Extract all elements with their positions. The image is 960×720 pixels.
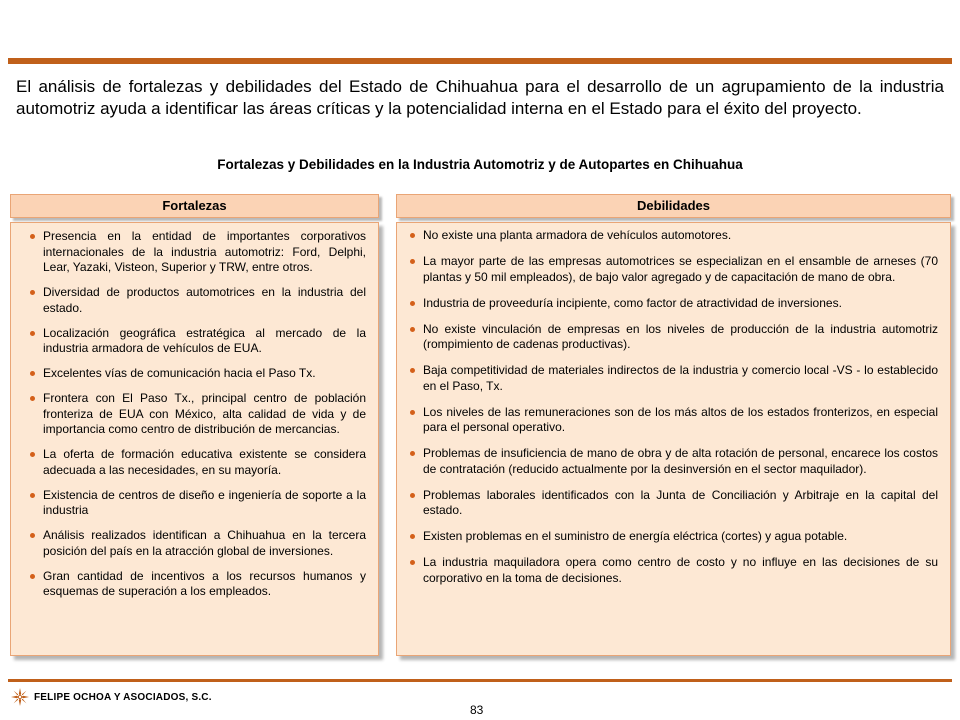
bullet-icon: [410, 327, 415, 332]
fortalezas-item: [29, 447, 366, 478]
intro-paragraph: El análisis de fortalezas y debilidades del Estado de Chihuahua para el desarrollo de un agrupamiento de la industria automotriz ayuda a identificar las áreas críticas y la potencialidad interna en el Estado para el éxito del proyecto.: [16, 77, 944, 118]
fortalezas-item: [29, 528, 366, 559]
fortalezas-item-text: Presencia en la entidad de importantes corporativos internacionales de la industria automotriz: Ford, Delphi, Lear, Yazaki, Visteon, Superior y TRW, entre otros.: [43, 229, 366, 274]
bullet-icon: [410, 410, 415, 415]
fortalezas-item: [29, 488, 366, 519]
bullet-icon: [410, 451, 415, 456]
debilidades-item: [409, 405, 938, 436]
debilidades-item: [409, 296, 938, 312]
debilidades-item: [409, 228, 938, 244]
bullet-icon: [30, 234, 35, 239]
debilidades-item: [409, 363, 938, 394]
debilidades-panel: [396, 222, 951, 656]
bullet-icon: [30, 533, 35, 538]
debilidades-list: [397, 223, 950, 586]
debilidades-item-text: La mayor parte de las empresas automotrices se especializan en el ensamble de arneses (70 plantas y 50 mil empleados), de bajo valor agregado y de capacitación de mano de obra.: [423, 254, 938, 284]
bullet-icon: [30, 396, 35, 401]
fortalezas-item-text: Análisis realizados identifican a Chihuahua en la tercera posición del país en la atracción global de inversiones.: [43, 528, 366, 558]
debilidades-item-text: Baja competitividad de materiales indirectos de la industria y comercio local -VS - lo establecido en el Paso, Tx.: [423, 363, 938, 393]
debilidades-item-text: Industria de proveeduría incipiente, como factor de atractividad de inversiones.: [423, 295, 842, 310]
fortalezas-item-text: Localización geográfica estratégica al mercado de la industria armadora de vehículos de EUA.: [43, 325, 366, 355]
debilidades-item: [409, 446, 938, 477]
bullet-icon: [410, 301, 415, 306]
bullet-icon: [410, 493, 415, 498]
bullet-icon: [30, 371, 35, 376]
bullet-icon: [410, 560, 415, 565]
fortalezas-item-text: Existencia de centros de diseño e ingeniería de soporte a la industria: [43, 487, 366, 517]
bullet-icon: [30, 574, 35, 579]
fortalezas-item-text: Frontera con El Paso Tx., principal centro de población fronteriza de EUA con México, alta calidad de vida y de importancia como centro de distribución de mercancias.: [43, 391, 366, 436]
debilidades-item: [409, 488, 938, 519]
fortalezas-item-text: Gran cantidad de incentivos a los recursos humanos y esquemas de superación a los empleados.: [43, 568, 366, 598]
fortalezas-item: [29, 391, 366, 438]
debilidades-item-text: No existe vinculación de empresas en los niveles de producción de la industria automotriz (rompimiento de cadenas productivas).: [423, 321, 938, 351]
debilidades-item: [409, 254, 938, 285]
fortalezas-item-text: Diversidad de productos automotrices en la industria del estado.: [43, 285, 366, 315]
top-rule: [8, 58, 952, 64]
debilidades-item-text: Problemas de insuficiencia de mano de obra y de alta rotación de personal, encarece los costos de contratación (reducido actualmente por la desinversión en el sector maquilador).: [423, 446, 938, 476]
fortalezas-panel: [10, 222, 379, 656]
debilidades-item: [409, 529, 938, 545]
fortalezas-item: [29, 285, 366, 316]
company-logo-icon: [10, 687, 30, 707]
bullet-icon: [410, 368, 415, 373]
debilidades-item: [409, 322, 938, 353]
bullet-icon: [30, 452, 35, 457]
debilidades-item: [409, 555, 938, 586]
bullet-icon: [410, 534, 415, 539]
fortalezas-item: [29, 326, 366, 357]
debilidades-item-text: Los niveles de las remuneraciones son de los más altos de los estados fronterizos, en especial para el personal operativo.: [423, 404, 938, 434]
fortalezas-item-text: Excelentes vías de comunicación hacia el Paso Tx.: [43, 366, 316, 380]
bullet-icon: [410, 259, 415, 264]
bullet-icon: [30, 290, 35, 295]
fortalezas-list: [11, 223, 378, 600]
debilidades-item-text: Existen problemas en el suministro de energía eléctrica (cortes) y agua potable.: [423, 529, 848, 543]
debilidades-header: Debilidades: [396, 194, 951, 218]
debilidades-item-text: La industria maquiladora opera como centro de costo y no influye en las decisiones de su corporativo en la toma de decisiones.: [423, 555, 938, 585]
bottom-rule: [8, 679, 952, 682]
fortalezas-item: [29, 569, 366, 600]
debilidades-item-text: Problemas laborales identificados con la Junta de Conciliación y Arbitraje en la capital del estado.: [423, 487, 938, 517]
bullet-icon: [410, 233, 415, 238]
debilidades-item-text: No existe una planta armadora de vehículos automotores.: [423, 228, 732, 242]
bullet-icon: [30, 331, 35, 336]
company-name: FELIPE OCHOA Y ASOCIADOS, S.C.: [34, 692, 212, 703]
fortalezas-item: [29, 229, 366, 276]
fortalezas-item: [29, 366, 366, 382]
page-number: 83: [470, 703, 484, 717]
fortalezas-item-text: La oferta de formación educativa existente se considera adecuada a las necesidades, en su mayoría.: [43, 447, 366, 477]
bullet-icon: [30, 493, 35, 498]
section-subtitle: Fortalezas y Debilidades en la Industria Automotriz y de Autopartes en Chihuahua: [217, 157, 743, 172]
fortalezas-header: Fortalezas: [10, 194, 379, 218]
